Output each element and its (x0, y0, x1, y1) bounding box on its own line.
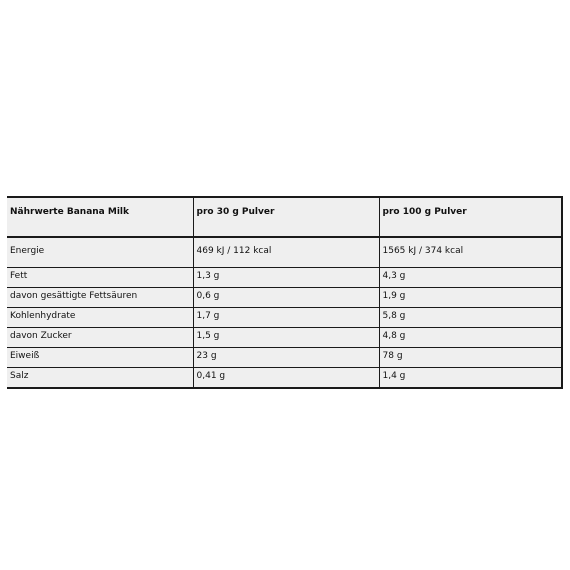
table-body (7, 237, 562, 388)
value-per-100g: 1,4 g (379, 368, 562, 389)
header-per-100g: pro 100 g Pulver (379, 197, 562, 237)
table-row (7, 368, 562, 389)
table-row (7, 328, 562, 348)
nutrient-label: davon Zucker (7, 328, 193, 348)
nutrient-label: Salz (7, 368, 193, 389)
header-row (7, 197, 562, 237)
value-per-100g: 1,9 g (379, 288, 562, 308)
table-row (7, 308, 562, 328)
value-per-100g: 4,3 g (379, 268, 562, 288)
table-row (7, 288, 562, 308)
value-per-100g: 78 g (379, 348, 562, 368)
header-per-30g: pro 30 g Pulver (193, 197, 379, 237)
nutrient-label: Fett (7, 268, 193, 288)
header-nutrient: Nährwerte Banana Milk (7, 197, 193, 237)
nutrient-label: Kohlenhydrate (7, 308, 193, 328)
table-row (7, 348, 562, 368)
value-per-30g: 0,6 g (193, 288, 379, 308)
nutrition-table (7, 196, 563, 389)
value-per-100g: 5,8 g (379, 308, 562, 328)
table-header (7, 197, 562, 237)
value-per-100g: 1565 kJ / 374 kcal (379, 237, 562, 268)
nutrient-label: davon gesättigte Fettsäuren (7, 288, 193, 308)
nutrient-label: Energie (7, 237, 193, 268)
value-per-30g: 1,7 g (193, 308, 379, 328)
value-per-30g: 23 g (193, 348, 379, 368)
value-per-30g: 0,41 g (193, 368, 379, 389)
nutrient-label: Eiweiß (7, 348, 193, 368)
value-per-30g: 1,5 g (193, 328, 379, 348)
value-per-100g: 4,8 g (379, 328, 562, 348)
table-row (7, 268, 562, 288)
table-row (7, 237, 562, 268)
value-per-30g: 469 kJ / 112 kcal (193, 237, 379, 268)
value-per-30g: 1,3 g (193, 268, 379, 288)
